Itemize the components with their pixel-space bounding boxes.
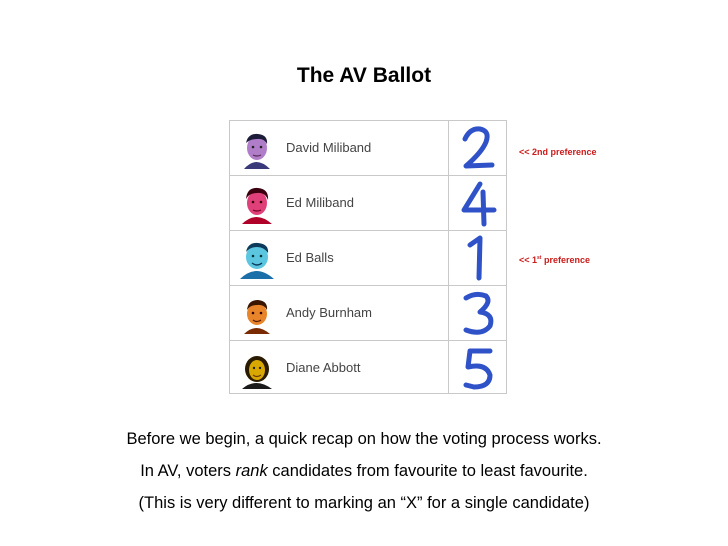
candidate-name: Diane Abbott (286, 360, 361, 375)
candidate-name: Ed Balls (286, 250, 334, 265)
ballot-row-ed-miliband (230, 176, 506, 230)
ballot-paper (229, 120, 507, 394)
caption-line-1: Before we begin, a quick recap on how the voting process works. (126, 430, 602, 448)
handwritten-rank-4 (456, 178, 500, 228)
candidate-name: Andy Burnham (286, 305, 372, 320)
handwritten-rank-1 (456, 233, 500, 283)
handwritten-rank-2 (456, 123, 500, 173)
handwritten-rank-5 (456, 343, 500, 393)
caption-line-2: In AV, voters rank candidates from favourite to least favourite. (140, 462, 588, 480)
slide-title: The AV Ballot (296, 64, 432, 87)
portrait-andy-burnham (236, 294, 276, 334)
candidate-name: Ed Miliband (286, 195, 354, 210)
ballot-row-ed-balls (230, 231, 506, 285)
ballot-row-andy-burnham (230, 286, 506, 340)
portrait-david-miliband (236, 129, 276, 169)
ballot-row-diane-abbott (230, 341, 506, 395)
portrait-ed-miliband (236, 184, 276, 224)
portrait-ed-balls (236, 239, 276, 279)
handwritten-rank-3 (456, 288, 500, 338)
caption-line-3: (This is very different to marking an “X” for a single candidate) (138, 494, 590, 512)
candidate-name: David Miliband (286, 140, 372, 155)
portrait-diane-abbott (236, 349, 276, 389)
ballot-row-david-miliband (230, 121, 506, 175)
second-preference-note: << 2nd preference (519, 147, 597, 157)
first-preference-note: << 1st preference (519, 255, 591, 265)
